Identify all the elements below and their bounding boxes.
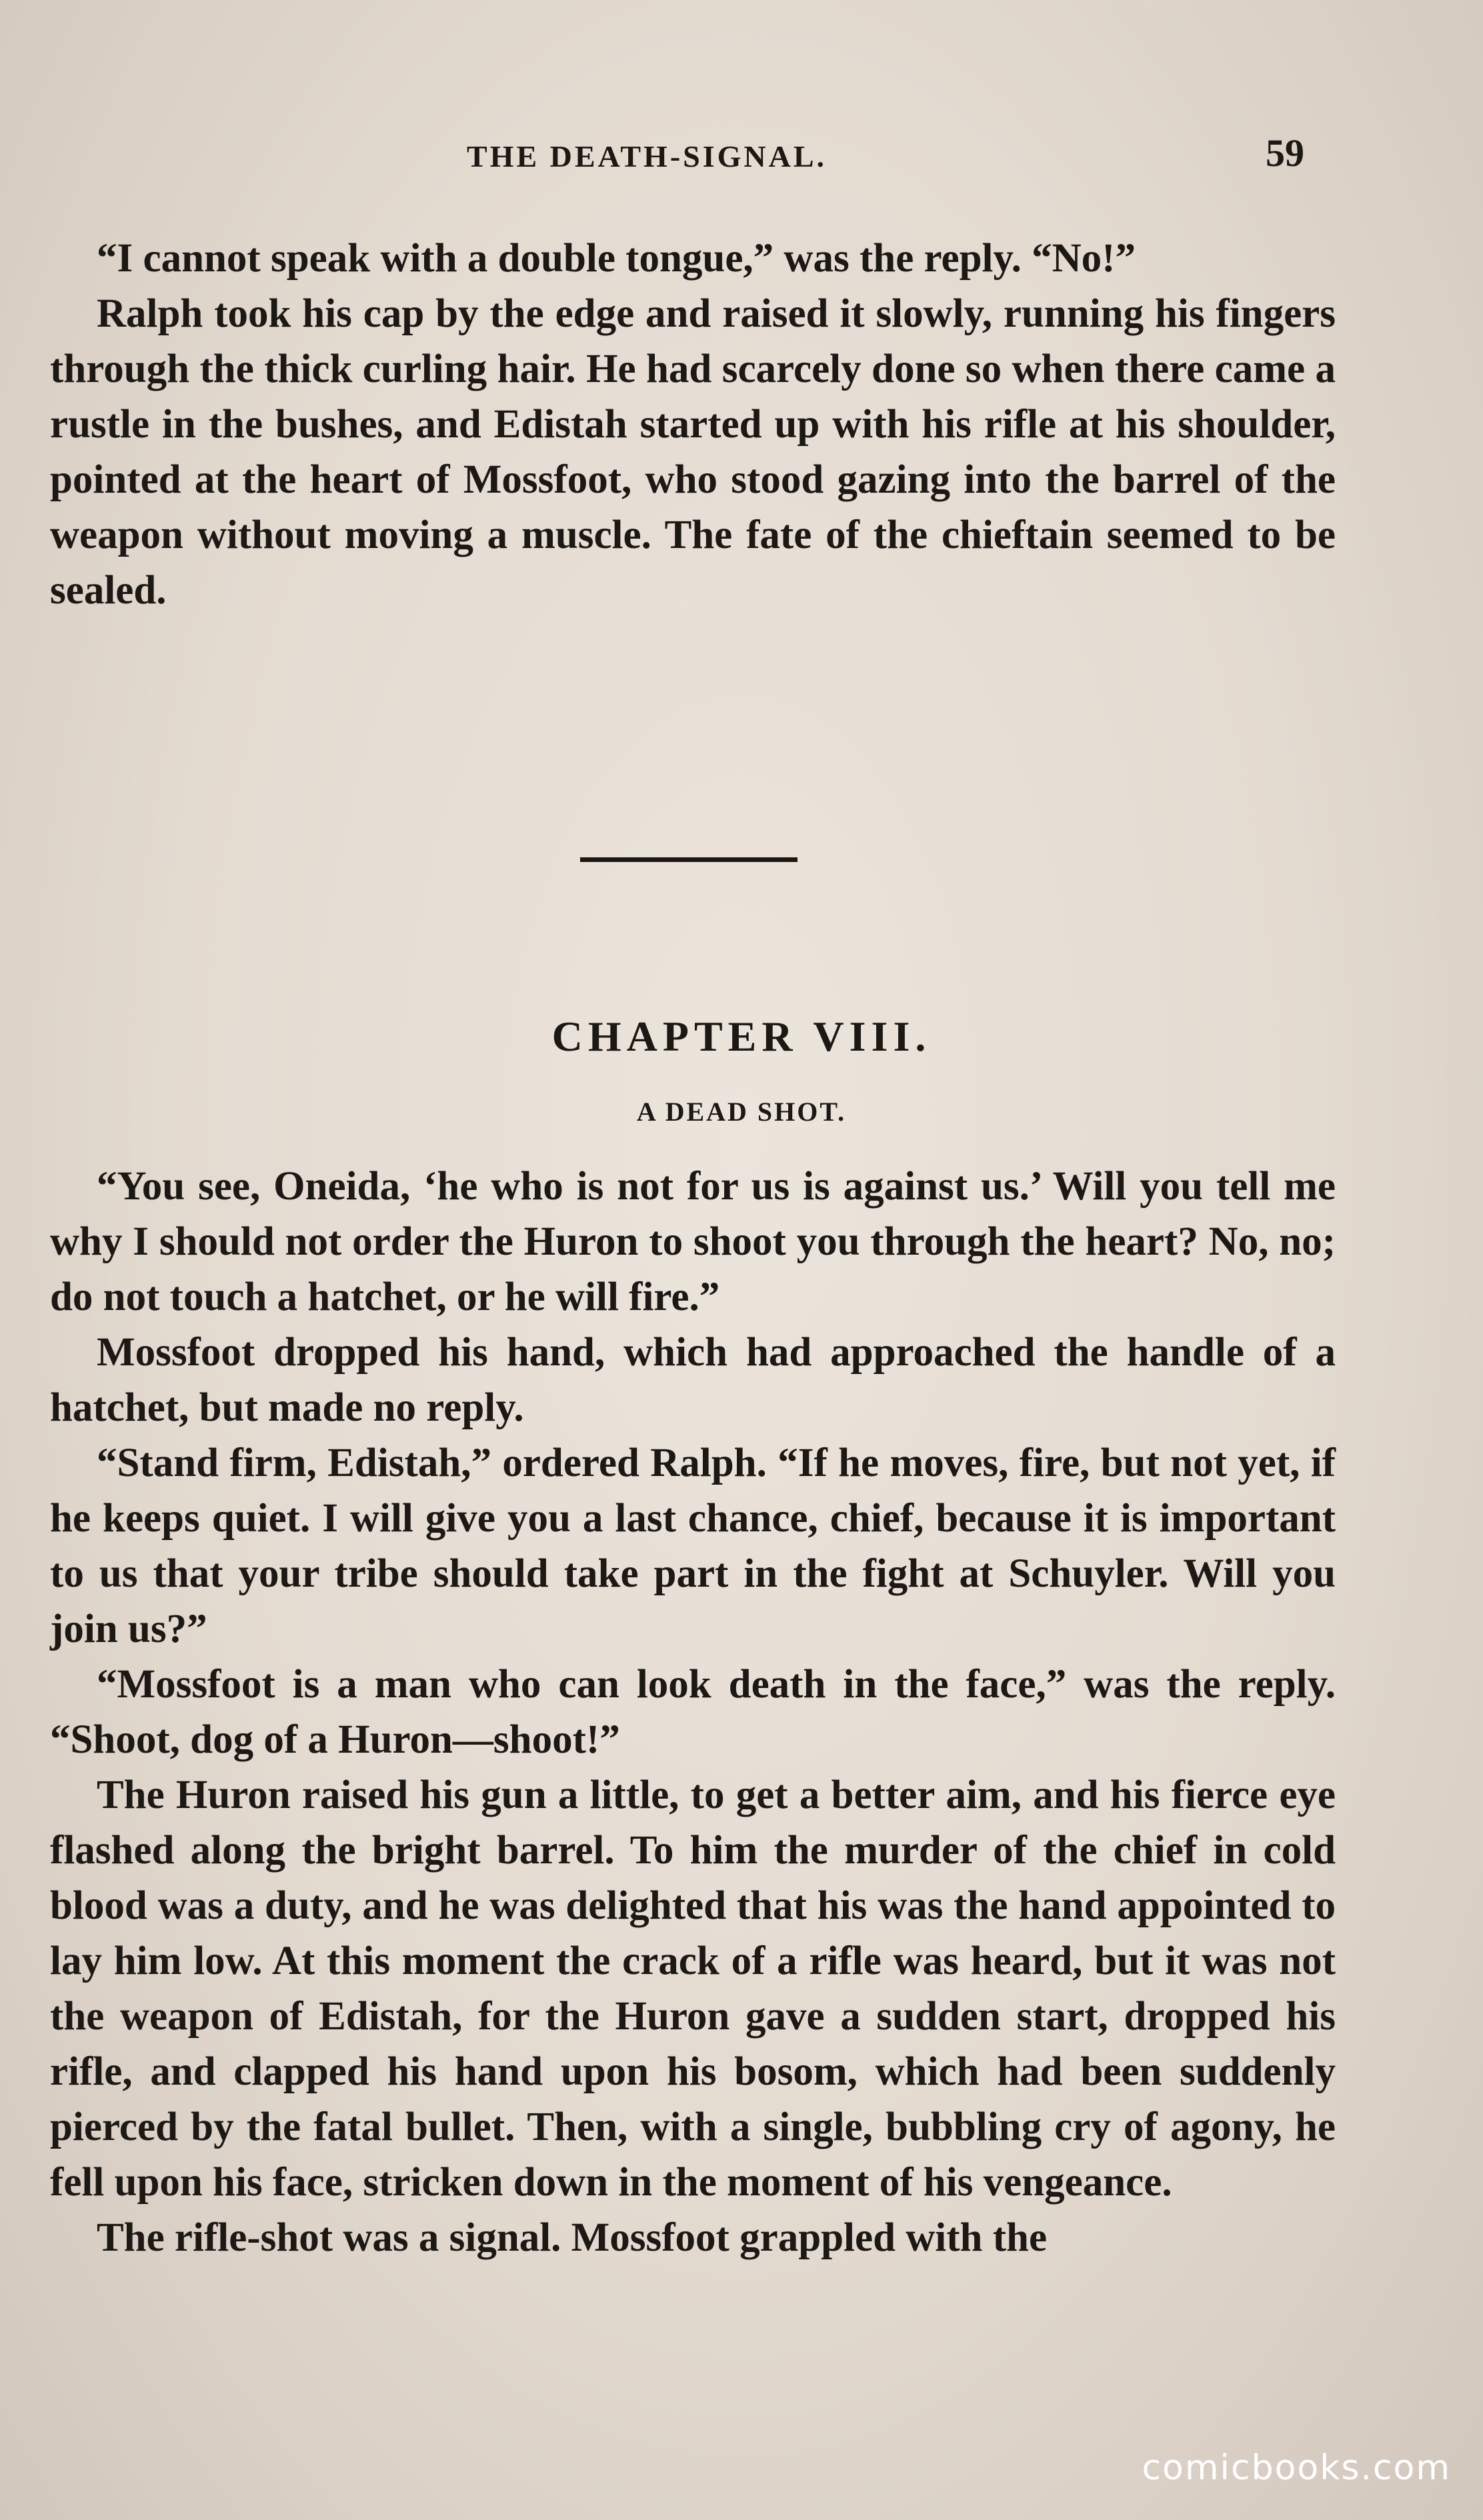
paragraph: “I cannot speak with a double tongue,” was the reply. “No!” xyxy=(97,236,1136,281)
page-number: 59 xyxy=(1266,131,1304,175)
paragraph: The Huron raised his gun a little, to get a better aim, and his fierce eye flashed along the bright barrel. To him the murder of the chief in cold blood was a duty, and he was delighted that his was the hand appointed to lay him low. At this moment the crack of a rifle was heard, but it was not the weapon of Edistah, for the Huron gave a sudden start, dropped his rifle, and clapped his hand upon his bosom, which had been suddenly pierced by the fatal bullet. Then, with a single, bubbling cry of agony, he fell upon his face, stricken down in the moment of his vengeance. xyxy=(50,1773,1336,2205)
running-head xyxy=(0,131,1483,177)
top-text-block xyxy=(50,231,1336,618)
paragraph: “Mossfoot is a man who can look death in the face,” was the reply. “Shoot, dog of a Huron—shoot!” xyxy=(50,1662,1336,1762)
watermark: comicbooks.com xyxy=(1142,2448,1451,2488)
paragraph: The rifle-shot was a signal. Mossfoot grappled with the xyxy=(97,2215,1048,2260)
paragraph: “Stand firm, Edistah,” ordered Ralph. “If he moves, fire, but not yet, if he keeps quiet. I will give you a last chance, chief, because it is important to us that your tribe should take part in the fight at Schuyler. Will you join us?” xyxy=(50,1441,1336,1651)
chapter-title: CHAPTER VIII. xyxy=(551,1013,932,1060)
chapter-text-block xyxy=(50,1159,1336,2265)
running-title: THE DEATH-SIGNAL. xyxy=(467,139,828,173)
paragraph: Ralph took his cap by the edge and raised it slowly, running his fingers through the thick curling hair. He had scarcely done so when there came a rustle in the bushes, and Edistah started up with his rifle at his shoulder, pointed at the heart of Mossfoot, who stood gazing into the barrel of the weapon without moving a muscle. The fate of the chieftain seemed to be sealed. xyxy=(50,291,1336,613)
chapter-subtitle: A DEAD SHOT. xyxy=(636,1097,847,1127)
paragraph: Mossfoot dropped his hand, which had approached the handle of a hatchet, but made no reply. xyxy=(50,1330,1336,1430)
paragraph: “You see, Oneida, ‘he who is not for us is against us.’ Will you tell me why I should not order the Huron to shoot you through the heart? No, no; do not touch a hatchet, or he will fire.” xyxy=(50,1164,1336,1319)
section-divider xyxy=(580,857,798,862)
